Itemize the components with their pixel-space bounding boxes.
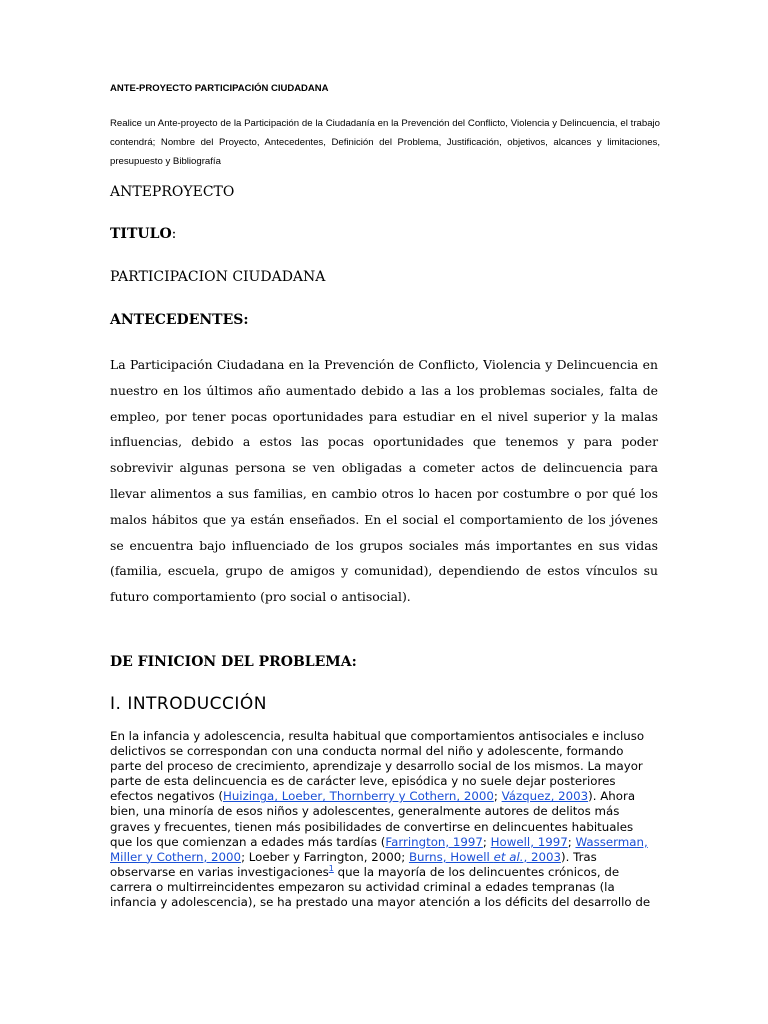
anteproyecto-heading: ANTEPROYECTO <box>110 184 235 200</box>
citation-link-wasserman[interactable]: Wasserman, Miller y Cothern, 2000 <box>110 834 648 864</box>
small-heading: ANTE-PROYECTO PARTICIPACIÓN CIUDADANA <box>110 83 329 94</box>
titulo-label: TITULO <box>110 226 172 242</box>
citation-link-farrington[interactable]: Farrington, 1997 <box>385 834 483 849</box>
intro-text-5: ; <box>567 834 576 849</box>
intro-text-8: que la mayoría de los delincuentes crónicos, de carrera o multirreincidentes empezaron su actividad criminal a edades tempranas (la infancia y adolescencia), se ha prestado una mayor atención a los déficits del desarrollo de <box>110 864 651 910</box>
project-title: PARTICIPACION CIUDADANA <box>110 269 326 285</box>
intro-paragraph <box>110 702 658 910</box>
citation-burns-part-1: Burns, Howell <box>408 849 494 864</box>
instructions-paragraph: Realice un Ante-proyecto de la Participación de la Ciudadanía en la Prevención del Conflicto, Violencia y Delincuencia, el trabajo contendrá; Nombre del Proyecto, Antecedentes, Definición del Problema, Justificación, objetivos, alcances y limitaciones, presupuesto y Bibliografía <box>110 118 660 167</box>
antecedentes-heading: ANTECEDENTES: <box>110 312 249 328</box>
titulo-colon: : <box>171 226 177 242</box>
intro-text-4: ; <box>482 834 491 849</box>
citation-link-huizinga[interactable]: Huizinga, Loeber, Thornberry y Cothern, 2000 <box>222 789 494 804</box>
citation-link-burns[interactable] <box>409 850 561 864</box>
intro-heading: I. INTRODUCCIÓN <box>110 694 268 714</box>
citation-burns-et-al: et al. <box>493 849 524 864</box>
intro-text-7: ). Tras observarse en varias investigaciones <box>110 849 597 879</box>
definicion-heading: DE FINICION DEL PROBLEMA: <box>110 654 357 670</box>
titulo-line <box>110 226 176 242</box>
intro-text-6: ; Loeber y Farrington, 2000; <box>241 849 409 864</box>
footnote-link[interactable]: 1 <box>328 863 334 873</box>
antecedentes-paragraph: La Participación Ciudadana en la Prevención de Conflicto, Violencia y Delincuencia en nuestro en los últimos año aumentado debido a las a los problemas sociales, falta de empleo, por tener pocas oportunidades para estudiar en el nivel superior y la malas influencias, debido a estos las pocas oportunidades que tenemos y para poder sobrevivir algunas persona se ven obligadas a cometer actos de delincuencia para llevar alimentos a sus familias, en cambio otros lo hacen por costumbre o por qué los malos hábitos que ya están enseñados. En el social el comportamiento de los jóvenes se encuentra bajo influenciado de los grupos sociales más importantes en sus vidas (familia, escuela, grupo de amigos y comunidad), dependiendo de estos vínculos su futuro comportamiento (pro social o antisocial). <box>110 357 658 605</box>
intro-text-2: ; <box>493 789 502 804</box>
citation-link-howell[interactable]: Howell, 1997 <box>490 834 568 849</box>
citation-link-vazquez[interactable]: Vázquez, 2003 <box>501 789 589 804</box>
intro-text-1: En la infancia y adolescencia, resulta habitual que comportamientos antisociales e incluso delictivos se correspondan con una conducta normal del niño y adolescente, formando parte del proceso de crecimiento, aprendizaje y desarrollo social de los mismos. La mayor parte de esta delincuencia es de carácter leve, episódica y no suele dejar posteriores efectos negativos ( <box>110 729 645 804</box>
intro-text-3: ). Ahora bien, una minoría de esos niños y adolescentes, generalmente autores de delitos más graves y frecuentes, tienen más posibilidades de convertirse en delincuentes habituales que los que comienzan a edades más tardías ( <box>110 789 636 849</box>
citation-burns-part-2: , 2003 <box>523 849 561 864</box>
